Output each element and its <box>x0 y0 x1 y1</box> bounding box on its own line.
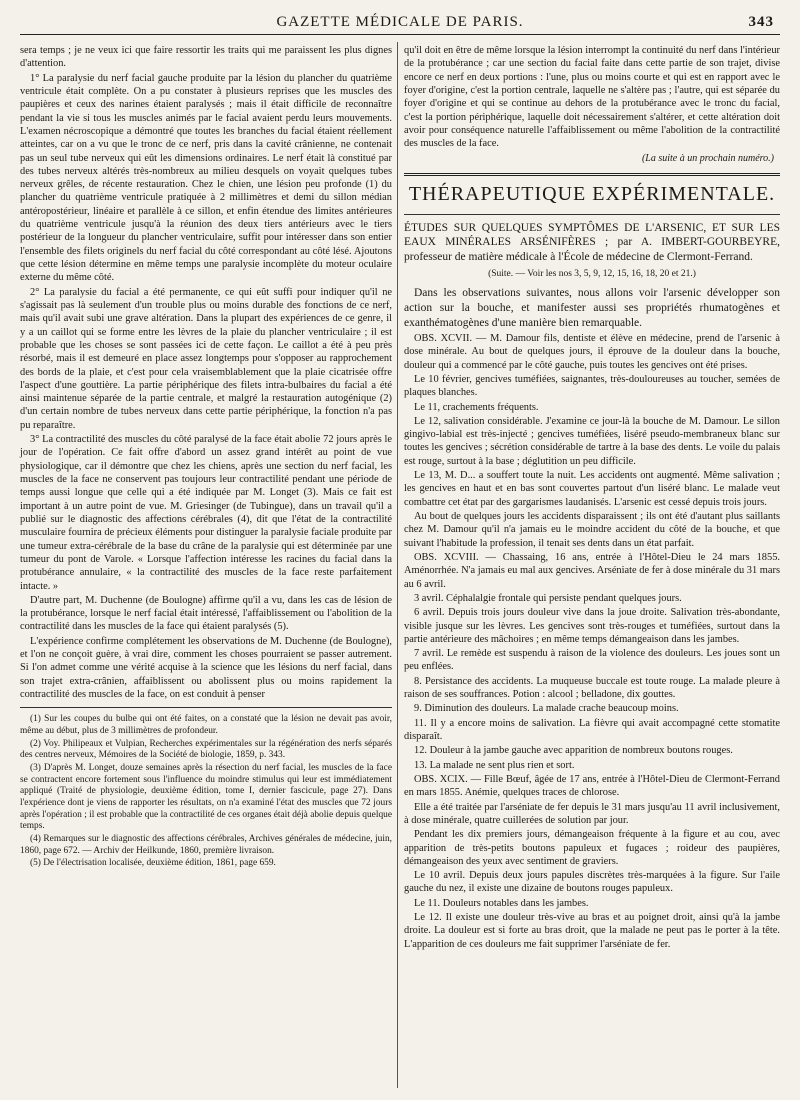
observation-paragraph: 12. Douleur à la jambe gauche avec apparition de nombreux boutons rouges. <box>414 745 733 757</box>
observation-paragraph: Le 10 avril. Depuis deux jours papules discrètes très-marquées à la figure. Sur l'aile gauche du nez, il existe une dizaine de boutons rouges papuleux. <box>404 870 780 895</box>
column-divider <box>397 42 398 1088</box>
footnote: (4) Remarques sur le diagnostic des affections cérébrales, Archives générales de médecine, juin, 1860, page 672. — Archiv der Heilkunde, 1860, première livraison. <box>20 833 392 856</box>
footnote: (2) Voy. Philipeaux et Vulpian, Recherches expérimentales sur la régénération des nerfs séparés des centres nerveux, Mémoires de la Société de biologie, 1859, p. 343. <box>20 738 392 761</box>
observation-paragraph: OBS. XCIX. — Fille Bœuf, âgée de 17 ans, entrée à l'Hôtel-Dieu de Clermont-Ferrand en mars 1855. Anémie, quelques traces de chlorose. <box>404 773 780 799</box>
to-be-continued-note: (La suite à un prochain numéro.) <box>641 152 774 164</box>
observations <box>404 332 780 951</box>
article-title: ÉTUDES SUR QUELQUES SYMPTÔMES DE L'ARSENIC, ET SUR LES EAUX MINÉRALES ARSÉNIFÈRES ; par A. IMBERT-GOURBEYRE, professeur de matière médicale à l'École de médecine de Clermont-Ferrand. <box>404 221 780 263</box>
footnote-divider <box>20 707 392 708</box>
section-divider <box>404 173 780 176</box>
observation-paragraph: 13. La malade ne sent plus rien et sort. <box>414 759 575 771</box>
observation-paragraph: Le 12. Il existe une douleur très-vive au bras et au poignet droit, ainsi qu'à la jambe droite. La douleur est si forte au bras droit, que la malade ne peut pas le porter à la tête. L'apparition de ces douleurs me fait supprimer l'arséniate de fer. <box>404 912 780 950</box>
article-intro: Dans les observations suivantes, nous allons voir l'arsenic développer son action sur la bouche, et manifester aussi ses propriétés rhumatogènes et exanthématogènes d'une manière bien remarquable. <box>404 287 780 330</box>
footnotes <box>20 714 392 870</box>
paragraph: L'expérience confirme complétement les observations de M. Duchenne (de Boulogne), et l'on ne conçoit guère, à vrai dire, comment les choses pourraient se passer autrement. Si l'on admet comme une vérité acquise à la science que les lésions du nerf facial, dans son trajet extra-crânien, affaiblissent ou abolissent plus ou moins rapidement la contractilité des muscles de la face, on est conduit à penser <box>20 635 392 700</box>
paragraph: D'autre part, M. Duchenne (de Boulogne) affirme qu'il a vu, dans les cas de lésion de la protubérance, lorsque le nerf facial était intéressé, l'affaiblissement ou l'abolition de la contractilité dans les muscles de la face qui étaient paralysés (5). <box>20 594 392 633</box>
observation-paragraph: 6 avril. Depuis trois jours douleur vive dans la joue droite. Salivation très-abondante, visible jusque sur les lèvres. Les gencives sont très-rouges et tuméfiées, surtout dans la partie antérieure des mâchoires ; en même temps démangeaison dans les jambes. <box>404 607 780 645</box>
observation-paragraph: Au bout de quelques jours les accidents disparaissent ; ils ont été d'autant plus saillants chez M. Damour qu'il n'a jamais eu le moindre accident du côté de la bouche, et que suivant l'habitude la profession, il tenait ses dents dans un état parfait. <box>404 511 780 549</box>
series-note: (Suite. — Voir les nos 3, 5, 9, 12, 15, 16, 18, 20 et 21.) <box>488 269 696 280</box>
running-header <box>20 12 780 35</box>
observation-paragraph: OBS. XCVII. — M. Damour fils, dentiste et élève en médecine, prend de l'arsenic à dose minérale. Au bout de quelques jours, il éprouve de la douleur dans la bouche, douleur qui a commencé par le côté gauche, puis toutes les gencives ont été prises. <box>404 332 780 371</box>
observation-paragraph: OBS. XCVIII. — Chassaing, 16 ans, entrée à l'Hôtel-Dieu le 24 mars 1855. Aménorrhée. N'a jamais eu mal aux gencives. Arséniate de fer à dose minérale du 31 mars au 6 avril. <box>404 551 780 590</box>
observation-paragraph: Le 13, M. D... a souffert toute la nuit. Les accidents ont augmenté. Même salivation ; les gencives en haut et en bas sont couvertes partout d'un liséré blanc. Le malade veut combattre cet état par des gargarismes laudanisés. L'arsenic est cessé depuis trois jours. <box>404 470 780 508</box>
observation-paragraph: Le 11. Douleurs notables dans les jambes. <box>414 897 589 909</box>
title-underline <box>404 214 780 215</box>
continuation-paragraph: qu'il doit en être de même lorsque la lésion interrompt la continuité du nerf dans l'intérieur de la protubérance ; car une section du facial faite dans cette partie de son trajet, divise encore ce nerf en deux portions : l'une, plus ou moins courte et qui est en rapport avec le foyer d'origine, c'est la portion centrale, laquelle ne s'altère pas ; l'autre, qui est séparée du foyer d'origine et qui se continue au dehors de la protubérance avec le tronc du facial, c'est la portion périphérique, laquelle doit nécessairement s'altérer, et cette altération doit avoir pour conséquence naturelle l'affaiblissement ou même l'abolition de la contractilité des muscles de la face. <box>404 45 780 150</box>
observation-paragraph: Le 11, crachements fréquents. <box>414 401 539 413</box>
observation-paragraph: 7 avril. Le remède est suspendu à raison de la violence des douleurs. Les joues sont un peu enflées. <box>404 648 780 673</box>
page-number: 343 <box>748 14 774 30</box>
left-column <box>20 44 392 1084</box>
observation-paragraph: Elle a été traitée par l'arséniate de fer depuis le 31 mars jusqu'au 11 avril inclusivement, à dose minérale, quatre cuillerées de solution par jour. <box>404 801 780 826</box>
observation-paragraph: Le 12, salivation considérable. J'examine ce jour-là la bouche de M. Damour. Le sillon gingivo-labial est très-injecté ; gencives tuméfiées, liséré pseudo-membraneux blanc sur toutes les gencives ; sécrétion considérable de tartre à la base des dents. Le voile du palais est rouge, surtout à la base ; déglutition un peu difficile. <box>404 415 780 467</box>
observation-paragraph: 11. Il y a encore moins de salivation. La fièvre qui avait accompagné cette stomatite disparaît. <box>404 717 780 743</box>
observation-paragraph: Le 10 février, gencives tuméfiées, saignantes, très-douloureuses au toucher, semées de plaques blanches. <box>404 373 780 399</box>
paragraph: 1° La paralysie du nerf facial gauche produite par la lésion du plancher du quatrième ventricule était complète. On a pu constater à plusieurs reprises que les muscles des paupières et ceux des narines étaient paralysés ; mais il était difficile de reconnaître pendant la vie si tous les muscles animés par le facial avaient perdu leurs mouvements. L'examen nécroscopique a démontré que toutes les branches du facial étaient réellement atteintes, car on a vu que le tronc de ce nerf, pris dans la cavité crânienne, ne contenait pas un seul tube nerveux qui eût les dimensions ordinaires. Le nerf était là constitué par des tubes nerveux altérés très-nombreux au milieu desquels on voyait quelques tubes nerveux grêles, de récente restauration. Chez le chien, une lésion peu profonde (1) du plancher du quatrième ventricule pratiquée à 2 millimètres et demi du sillon médian antéropostérieur, linéaire et parallèle à ce sillon, et enfin étendue des limites antérieures du quatrième ventricule jusqu'à la réunion des deux tiers antérieurs avec le tiers postérieur de la longueur du plancher ventriculaire, suffit pour intéresser dans son entier l'ensemble des filets originels du nerf facial du côté correspondant au côté lésé. Ajoutons que cette lésion détermine en même temps une paralysie incomplète du moteur oculaire externe du même côté. <box>20 72 392 284</box>
paragraph: 2° La paralysie du facial a été permanente, ce qui eût suffi pour indiquer qu'il ne s'agissait pas là seulement d'un trouble plus ou moins durable des fonctions de ce nerf, mais qu'il avait subi une grave altération. Dans la plupart des expériences de ce genre, il y a un caillot qui se forme entre les lèvres de la plaie du plancher ventriculaire ; il est probable que les choses se sont passées ici de cette façon. Le caillot a été à peu près résorbé, mais il est demeuré en place assez longtemps pour s'opposer au rapprochement des bords de la plaie, et c'est pour cela vraisemblablement que la plaie cicatrisée offre l'aspect d'une gouttière. La partie périphérique des filets intra-bulbaires du facial a été ainsi maintenue séparée de la partie centrale, et malgré la restauration autogénique (2) d'un certain nombre de tubes nerveux dans cette partie périphérique, la fonction n'a pas pu reparaître. <box>20 286 392 431</box>
footnote: (1) Sur les coupes du bulbe qui ont été faites, on a constaté que la lésion ne devait pas avoir, même au début, plus de 3 millimètres de profondeur. <box>20 714 392 736</box>
observation-paragraph: Pendant les dix premiers jours, démangeaison fréquente à la figure et au cou, avec apparition de très-petits boutons papuleux et fugaces ; roideur des paupières, démangeaison des yeux avec sentiment de graviers. <box>404 829 780 867</box>
observation-paragraph: 9. Diminution des douleurs. La malade crache beaucoup moins. <box>414 703 679 715</box>
footnote: (5) De l'électrisation localisée, deuxième édition, 1861, page 659. <box>30 858 276 869</box>
section-title: THÉRAPEUTIQUE EXPÉRIMENTALE. <box>408 183 776 206</box>
paragraph: 3° La contractilité des muscles du côté paralysé de la face était abolie 72 jours après le jour de l'opération. Ce fait offre d'abord un assez grand intérêt au point de vue physiologique, car il démontre que chez les chiens, après une section du nerf facial, les muscles de la face ne conservent pas toujours leur contractilité pendant une période de temps aussi longue que celle qui a été indiquée par M. Longet (3). Mais ce fait est important à un autre point de vue. M. Griesinger (de Tubingue), dans un travail qu'il a publié sur le diagnostic des affections cérébrales (4), dit que l'état de la contractilité musculaire fournira de précieux éléments pour distinguer la paralysie faciale produite par une tumeur extra-cérébrale de la base du crâne de la paralysie qui est déterminée par une tumeur du pont de Varole. « Lorsque l'affection intéresse les racines du facial dans la protubérance annulaire, « la contractilité des muscles de la face reste parfaitement intacte. » <box>20 434 392 592</box>
observation-paragraph: 3 avril. Céphalalgie frontale qui persiste pendant quelques jours. <box>414 592 682 604</box>
footnote: (3) D'après M. Longet, douze semaines après la résection du nerf facial, les muscles de la face se contractent encore fortement sous l'influence du moindre stimulus qui leur est immédiatement appliqué (Traité de physiologie, deuxième édition, tome I, dernier fascicule, page 27). Dans l'expérience dont je viens de rapporter les résultats, on n'a examiné l'état des muscles que 72 jours après l'opération ; il est probable que la contractilité de ces organes était déjà abolie depuis quelque temps. <box>20 762 392 832</box>
right-column <box>404 44 780 1084</box>
paragraph: sera temps ; je ne veux ici que faire ressortir les traits qui me paraissent les plus dignes d'attention. <box>20 45 392 70</box>
journal-title: GAZETTE MÉDICALE DE PARIS. <box>276 14 524 30</box>
observation-paragraph: 8. Persistance des accidents. La muqueuse buccale est toute rouge. La malade pleure à raison de ses souffrances. Potion : alcool ; belladone, dix gouttes. <box>404 675 780 701</box>
